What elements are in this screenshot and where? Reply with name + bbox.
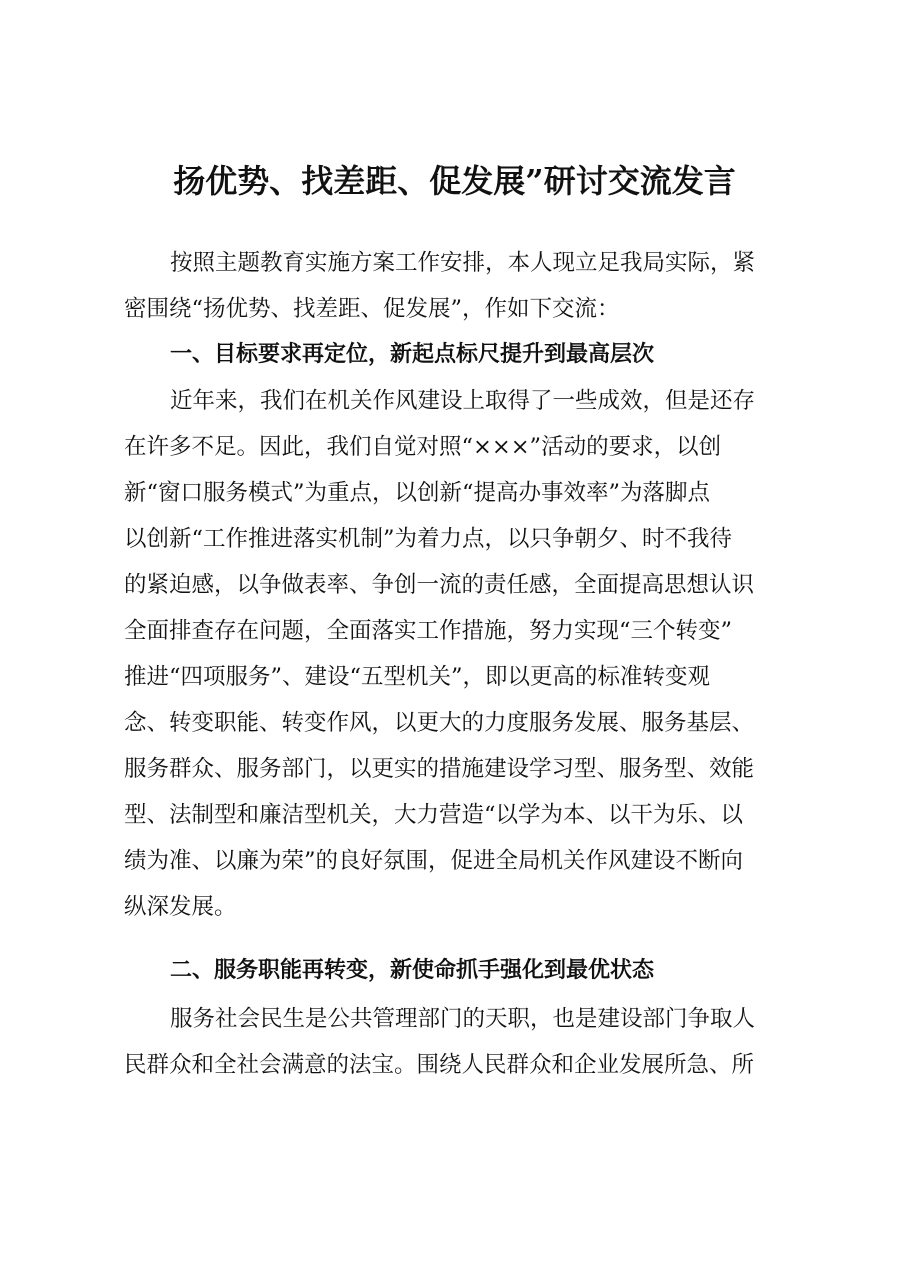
text-line: 全面排查存在问题，全面落实工作措施，努力实现“三个转变”: [124, 618, 733, 644]
text-line: 纵深发展。: [124, 894, 237, 920]
document-title: 扬优势、找差距、促发展”研讨交流发言: [173, 162, 736, 200]
section-2-heading: 二、服务职能再转变，新使命抓手强化到最优状态: [170, 958, 655, 983]
section-2-heading-block: [124, 948, 800, 994]
text-line: 型、法制型和廉洁型机关，大力营造“以学为本、以干为乐、以: [124, 802, 744, 828]
text-line: 的紧迫感，以争做表率、争创一流的责任感，全面提高思想认识: [124, 572, 755, 598]
section-1-paragraph: [124, 378, 800, 930]
text-line: 新“窗口服务模式”为重点，以创新“提高办事效率”为落脚点: [124, 480, 711, 506]
text-line: 近年来，我们在机关作风建设上取得了一些成效，但是还存: [170, 388, 756, 414]
text-line: 服务社会民生是公共管理部门的天职，也是建设部门争取人: [170, 1006, 756, 1032]
text-line: 推进“四项服务”、建设“五型机关”，即以更高的标准转变观: [124, 664, 711, 690]
text-line: 按照主题教育实施方案工作安排，本人现立足我局实际，紧: [170, 250, 756, 276]
section-2-paragraph: [124, 996, 800, 1088]
text-line: 以创新“工作推进落实机制”为着力点，以只争朝夕、时不我待: [124, 526, 733, 552]
text-line: 密围绕“扬优势、找差距、促发展”，作如下交流：: [124, 296, 620, 322]
section-1-heading: 一、目标要求再定位，新起点标尺提升到最高层次: [170, 342, 655, 367]
text-line: 在许多不足。因此，我们自觉对照“×××”活动的要求，以创: [124, 434, 722, 460]
section-1-heading-block: [124, 332, 800, 378]
text-line: 民群众和全社会满意的法宝。围绕人民群众和企业发展所急、所: [124, 1052, 755, 1078]
text-line: 绩为准、以廉为荣”的良好氛围，促进全局机关作风建设不断向: [124, 848, 744, 874]
text-line: 念、转变职能、转变作风，以更大的力度服务发展、服务基层、: [124, 710, 755, 736]
intro-paragraph: [124, 240, 800, 332]
text-line: 服务群众、服务部门，以更实的措施建设学习型、服务型、效能: [124, 756, 755, 782]
